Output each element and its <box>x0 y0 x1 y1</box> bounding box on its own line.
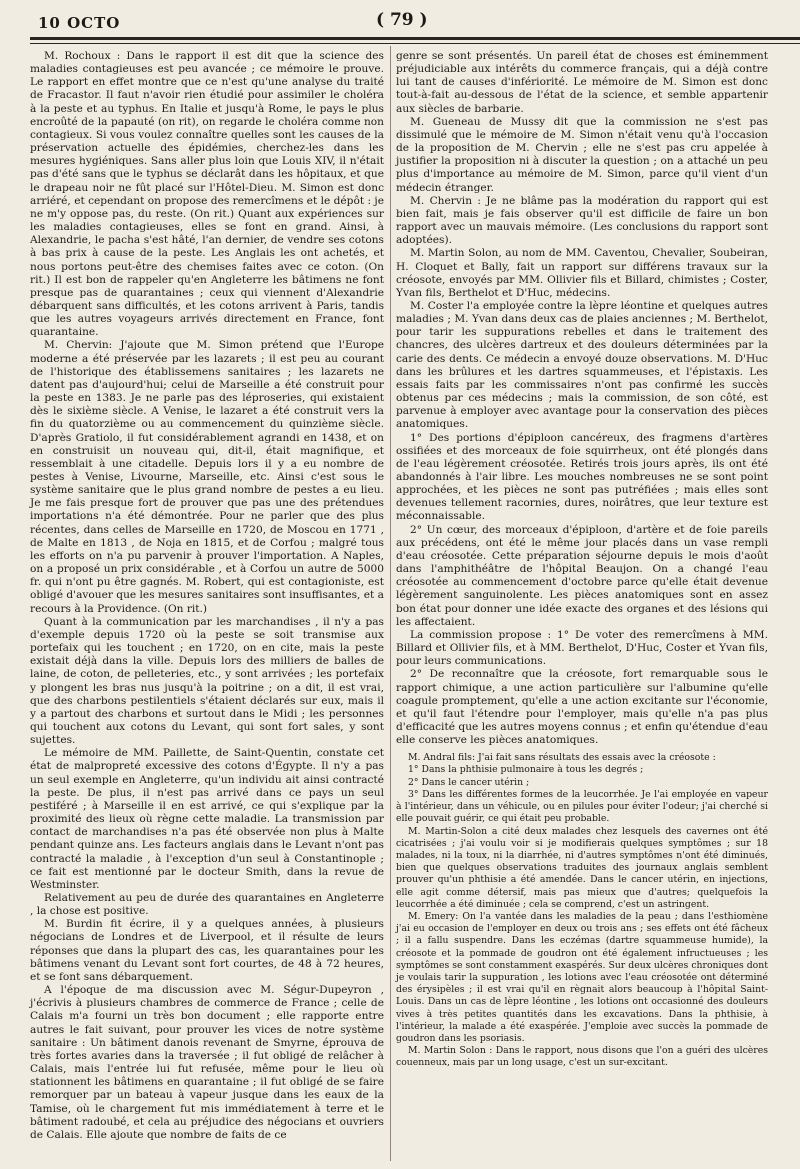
small-paragraph: 1° Dans la phthisie pulmonaire à tous les degrés ; <box>408 764 644 776</box>
small-paragraph: M. Martin Solon : Dans le rapport, nous disons que l'on a guéri des ulcères couenneux, mais par un long usage, c'est un sur-excitant. <box>396 1045 768 1069</box>
paragraph: Relativement au peu de durée des quarantaines en Angleterre , la chose est positive. <box>30 892 384 918</box>
paragraph: 2° De reconnaître que la créosote, fort remarquable sous le rapport chimique, a une action particulière sur l'albumine qu'elle coagule promptement, qu'elle a une action excitante sur l'économie, et qu'il faut l'étendre pour l'employer, mais qu'elle n'a pas plus d'efficacité que les autres moyens connus ; et enfin qu'étendue d'eau elle conserve les pièces anatomiques. <box>396 668 768 747</box>
paragraph: genre se sont présentés. Un pareil état de choses est éminemment préjudiciable aux intérêts du commerce français, qui a déjà contre lui tant de causes d'infériorité. Le mémoire de M. Simon est donc tout-à-fait au-dessous de l'état de la science, et semble appartenir aux siècles de barbarie. <box>396 50 768 115</box>
small-paragraph: M. Martin-Solon a cité deux malades chez lesquels des cavernes ont été cicatrisées ; j'ai voulu voir si je modifierais quelques symptômes ; sur 18 malades, ni la toux, ni la diarrhée, ni d'autres symptômes n'ont été diminués, bien que quelques observations traduites des journaux anglais semblent prouver qu'un phthisie a été amendée. Dans le cancer utérin, en injections, elle agit comme détersif, mais pas mieux que d'autres; quelquefois la leucorrhée a été diminuée ; cela se comprend, c'est un astringent. <box>396 825 768 910</box>
page-number: ( 79 ) <box>376 10 428 30</box>
paragraph: Quant à la communication par les marchandises , il n'y a pas d'exemple depuis 1720 où la peste se soit transmise aux portefaix qui les touchent ; en 1720, on en cite, mais la peste existait déjà dans la ville. Depuis lors des milliers de balles de laine, de coton, de pelleteries, etc., y sont arrivées ; les portefaix y plongent les bras nus jusqu'à la poitrine ; on a dit, il est vrai, que des charbons pestilentiels s'étaient déclarés sur eux, mais il y a partout des charbons et surtout dans le Midi ; les personnes qui touchent aux cotons du Levant, qui sont fort sales, y sont sujettes. <box>30 615 384 747</box>
column-divider <box>390 46 391 1161</box>
small-paragraph: 2° Dans le cancer utérin ; <box>408 776 530 788</box>
header-date: 10 OCTO <box>38 14 121 32</box>
left-column <box>30 50 384 1142</box>
small-paragraph: M. Andral fils: J'ai fait sans résultats des essais avec la créosote : <box>408 752 716 764</box>
header-rule-thick <box>30 37 800 40</box>
paragraph: M. Rochoux : Dans le rapport il est dit que la science des maladies contagieuses est peu avancée ; ce mémoire le prouve. Le rapport en effet montre que ce n'est qu'une analyse du traité de Fracastor. Il faut n'avoir rien étudié pour assimiler le choléra à la peste et au typhus. En Italie et jusqu'à Rome, le pays le plus encroûté de la papauté (on rit), on regarde le choléra comme non contagieux. Si vous voulez connaître quelles sont les causes de la préservation actuelle des épidémies, cherchez-les dans les mesures hygiéniques. Sans aller plus loin que Louis XIV, il n'était pas d'été sans que le typhus se déclarât dans les hôpitaux, et que le drapeau noir ne fût placé sur l'Hôtel-Dieu. M. Simon est donc arriéré, et cependant on propose des remercîmens et le dépôt : je ne m'y oppose pas, du reste. (On rit.) Quant aux expériences sur les maladies contagieuses, elles se font en grand. Ainsi, à Alexandrie, le pacha s'est hâté, l'an dernier, de vendre ses cotons à bas prix à cause de la peste. Les Anglais les ont achetés, et nous portons peut-être des chemises faites avec ce coton. (On rit.) Il est bon de rappeler qu'en Angleterre les bâtimens ne font presque pas de quarantaines ; ceux qui viennent d'Alexandrie débarquent sans difficultés, et les cotons arrivent à Paris, tandis que les autres voyageurs arrivés directement en France, font quarantaine. <box>30 50 384 339</box>
paragraph: La commission propose : 1° De voter des remercîmens à MM. Billard et Ollivier fils, et à MM. Berthelot, D'Huc, Coster et Yvan fils, pour leurs communications. <box>396 628 768 668</box>
paragraph: M. Martin Solon, au nom de MM. Caventou, Chevalier, Soubeiran, H. Cloquet et Bally, fait un rapport sur différens travaux sur la créosote, envoyés par MM. Ollivier fils et Billard, chimistes ; Coster, Yvan fils, Berthelot et D'Huc, médecins. <box>396 247 768 299</box>
right-column <box>396 50 768 1070</box>
paragraph: M. Burdin fit écrire, il y a quelques années, à plusieurs négocians de Londres et de Liverpool, et il résulte de leurs réponses que dans la plupart des cas, les quarantaines pour les bâtimens venant du Levant sont fort courtes, de 48 à 72 heures, et se font sans débarquement. <box>30 918 384 983</box>
paragraph: A l'époque de ma discussion avec M. Ségur-Dupeyron , j'écrivis à plusieurs chambres de commerce de France ; celle de Calais m'a fourni un très bon document ; elle rapporte entre autres le fait suivant, pour prouver les vices de notre système sanitaire : Un bâtiment danois revenant de Smyrne, éprouva de très fortes avaries dans la traversée ; il fut obligé de relâcher à Calais, mais l'entrée lui fut refusée, même pour le lieu où stationnent les bâtimens en quarantaine ; il fut obligé de se faire remorquer par un bateau à vapeur jusque dans les eaux de la Tamise, où le chargement fut mis immédiatement à terre et le bâtiment radoubé, et cela au préjudice des négocians et ouvriers de Calais. Elle ajoute que nombre de faits de ce <box>30 984 384 1141</box>
paragraph: M. Chervin : Je ne blâme pas la modération du rapport qui est bien fait, mais je fais observer qu'il est difficile de faire un bon rapport avec un mauvais mémoire. (Les conclusions du rapport sont adoptées). <box>396 194 768 247</box>
paragraph: Le mémoire de MM. Paillette, de Saint-Quentin, constate cet état de malpropreté excessive des cotons d'Égypte. Il n'y a pas un seul exemple en Angleterre, qu'un individu ait ainsi contracté la peste. De plus, il n'est pas arrivé dans ce pays un seul pestiféré ; à Marseille il en est arrivé, ce qui s'explique par la proximité des lieux où règne cette maladie. La transmission par contact de marchandises n'a pas été observée non plus à Malte pendant quinze ans. Les facteurs anglais dans le Levant n'ont pas contracté la maladie , à l'exception d'un seul à Constantinople ; ce fait est mentionné par le docteur Smith, dans la revue de Westminster. <box>30 747 384 891</box>
small-paragraph: 3° Dans les différentes formes de la leucorrhée. Je l'ai employée en vapeur à l'intérieur, dans un véhicule, ou en pilules pour éviter l'odeur; j'ai cherché si elle pouvait guérir, ce qui était peu probable. <box>396 788 768 825</box>
paragraph: M. Chervin: J'ajoute que M. Simon prétend que l'Europe moderne a été préservée par les lazarets ; il est peu au courant de l'historique des établissemens sanitaires ; les lazarets ne datent pas d'aujourd'hui; celui de Marseille a été construit pour la peste en 1383. Je ne parle pas des léproseries, qui existaient dès le sixième siècle. A Venise, le lazaret a été construit vers la fin du quatorzième ou au commencement du quinzième siècle. D'après Gratiolo, il fut considérablement agrandi en 1438, et on en construisit un nouveau qui, dit-il, était magnifique, et ressemblait à une citadelle. Depuis lors il y a eu nombre de pestes à Venise, Livourne, Marseille, etc. Ainsi c'est sous le système sanitaire que le plus grand nombre de pestes a eu lieu. Je me fais presque fort de prouver que pas une des prétendues importations n'a été démontrée. Pour ne parler que des plus récentes, dans celles de Marseille en 1720, de Moscou en 1771 , de Malte en 1813 , de Noja en 1815, et de Corfou ; malgré tous les efforts on n'a pu parvenir à prouver l'importation. A Naples, on a proposé un prix considérable , et à Corfou un autre de 5000 fr. qui n'ont pu être gagnés. M. Robert, qui est contagioniste, est obligé d'avouer que les mesures sanitaires sont insuffisantes, et a recours à la Providence. (On rit.) <box>30 339 384 615</box>
paragraph: 2° Un cœur, des morceaux d'épiploon, d'artère et de foie pareils aux précédens, ont été le même jour placés dans un vase rempli d'eau créosotée. Cette préparation séjourne depuis le mois d'août dans l'amphithéâtre de l'hôpital Beaujon. On a changé l'eau créosotée au commencement d'octobre parce qu'elle était devenue légèrement sanguinolente. Les pièces anatomiques sont en assez bon état pour donner une idée exacte des organes et des lésions qui les affectaient. <box>396 523 768 628</box>
paragraph: 1° Des portions d'épiploon cancéreux, des fragmens d'artères ossifiées et des morceaux de foie squirrheux, ont été plongés dans de l'eau légèrement créosotée. Retirés trois jours après, ils ont été abandonnés à l'air libre. Les mouches nombreuses ne se sont point approchées, et les pièces ne sont pas putréfiées ; mais elles sont devenues tellement racornies, dures, noirâtres, que leur texture est méconnaissable. <box>396 431 768 523</box>
small-print-section <box>396 752 768 1069</box>
header-rule-thin <box>30 43 800 44</box>
paragraph: M. Gueneau de Mussy dit que la commission ne s'est pas dissimulé que le mémoire de M. Simon n'était venu qu'à l'occasion de la proposition de M. Chervin ; elle ne s'est pas cru appelée à justifier la proposition ni à discuter la question ; on a attaché un peu plus d'importance au mémoire de M. Simon, parce qu'il vient d'un médecin étranger. <box>396 115 768 194</box>
small-paragraph: M. Emery: On l'a vantée dans les maladies de la peau ; dans l'esthiomène j'ai eu occasion de l'employer en deux ou trois ans ; ses effets ont été fâcheux ; il a fallu suspendre. Dans les eczémas (dartre squammeuse humide), la créosote et la pommade de goudron ont été également infructueuses ; les symptômes se sont constamment exaspérés. Sur deux ulcères chroniques dont je voulais tarir la suppuration , les lotions avec l'eau créosotée ont déterminé des érysipèles ; il est vrai qu'il en règnait alors beaucoup à l'hôpital Saint-Louis. Dans un cas de lèpre léontine , les lotions ont occasionné des douleurs vives à très petites quantités dans les excavations. Dans la phthisie, à l'intérieur, la malade a été exaspérée. J'emploie avec succès la pommade de goudron dans les psoriasis. <box>396 910 768 1044</box>
page-header <box>30 6 800 38</box>
paragraph: M. Coster l'a employée contre la lèpre léontine et quelques autres maladies ; M. Yvan dans deux cas de plaies anciennes ; M. Berthelot, pour tarir les suppurations rebelles et dans le traitement des chancres, des ulcères dartreux et des douleurs déterminées par la carie des dents. Ce médecin a envoyé douze observations. M. D'Huc dans les brûlures et les dartres squammeuses, et l'épistaxis. Les essais faits par les commissaires n'ont pas confirmé les succès obtenus par ces médecins ; mais la commission, de son côté, est parvenue à employer avec avantage pour la conservation des pièces anatomiques. <box>396 299 768 431</box>
